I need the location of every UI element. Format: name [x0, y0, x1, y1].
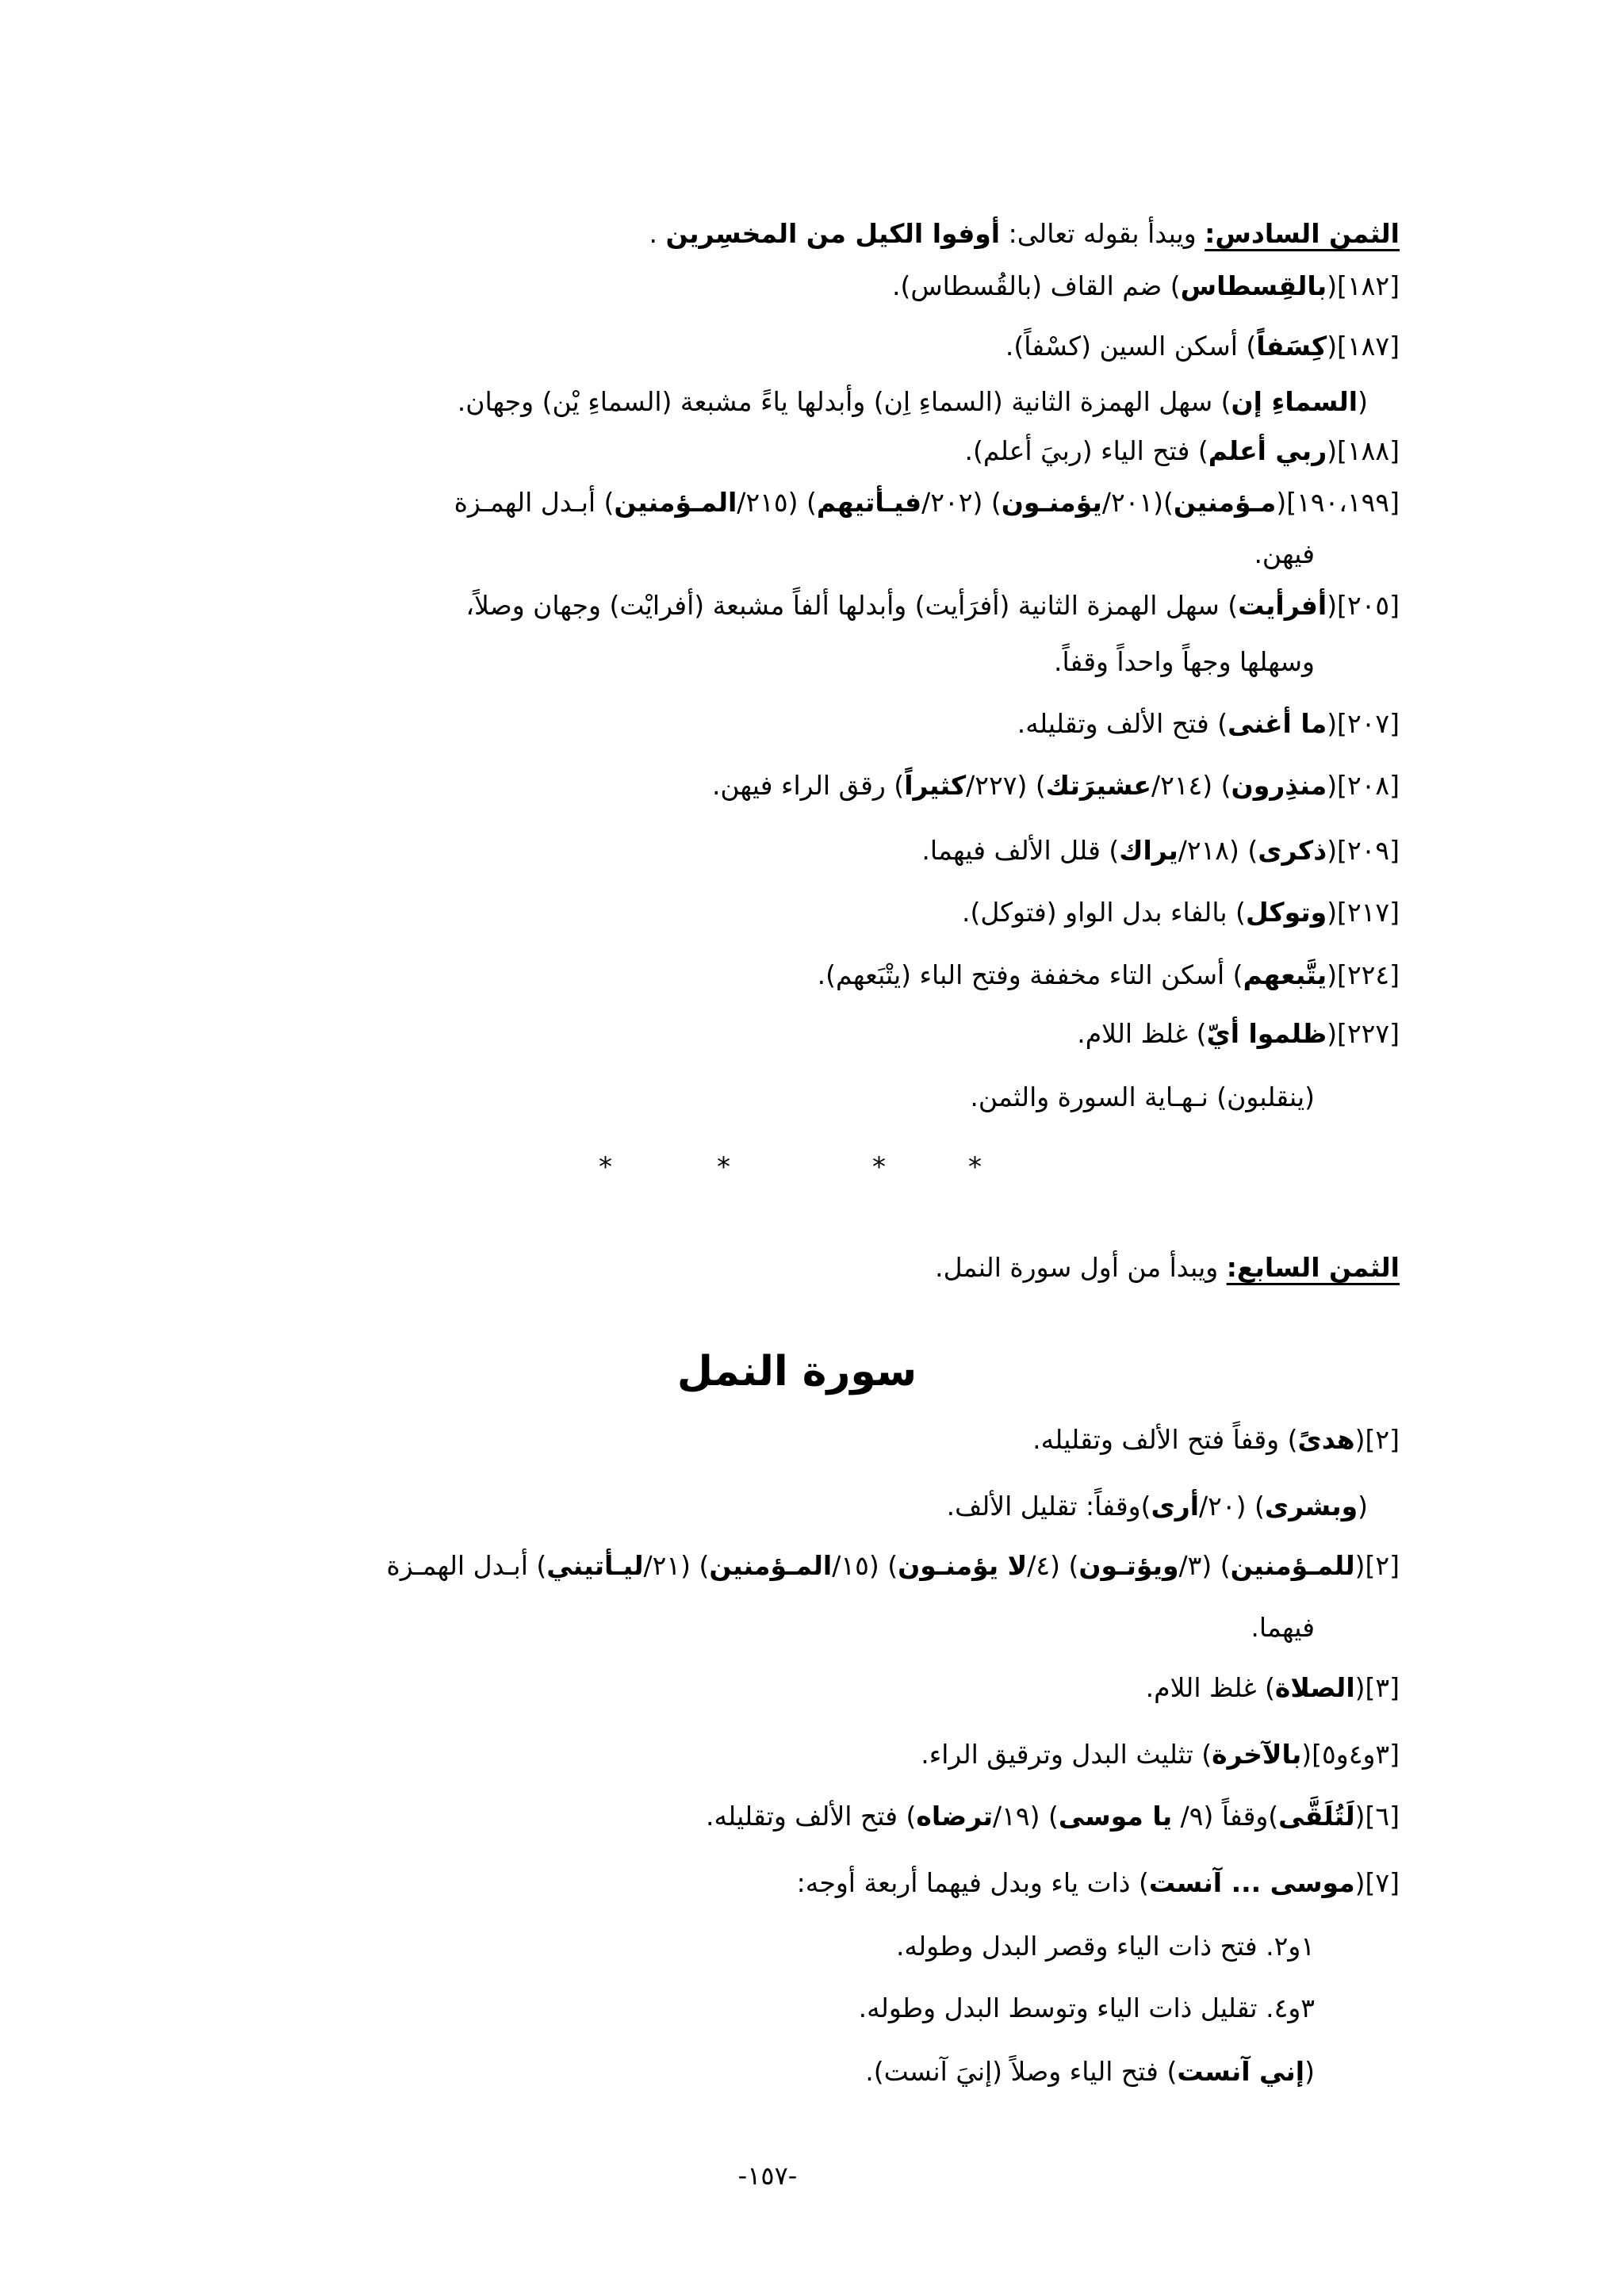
- quran-word-bold: يتَّبعهم: [1243, 959, 1327, 990]
- quran-word-bold: وتوكل: [1245, 897, 1327, 928]
- line-text: ١و٢. فتح ذات الياء وقصر البدل وطوله.: [895, 1931, 1315, 1962]
- quran-word-bold: وبشرى: [1264, 1491, 1358, 1522]
- line-text: ) (٢٠٢/: [921, 487, 1002, 518]
- line-text: ) ذات ياء وبدل فيهما أربعة أوجه:: [796, 1867, 1149, 1898]
- entry-line: [1054, 642, 1315, 682]
- quran-word-bold: عشيرَتك: [1045, 770, 1151, 801]
- entry-line: [454, 483, 1400, 523]
- line-text: ) فتح الألف وتقليله.: [705, 1801, 917, 1832]
- entry-line: [1254, 534, 1315, 574]
- line-text: ) رقق الراء فيهن.: [711, 770, 905, 801]
- entry-line: [386, 1546, 1400, 1586]
- quran-word-bold: ليـأتيني: [546, 1550, 644, 1581]
- line-text: ) (٢١٤/: [1151, 770, 1231, 801]
- line-text: [٢٠٨](: [1327, 770, 1400, 801]
- quran-word-bold: ربي أعلم: [1208, 435, 1327, 466]
- entry-line: [1005, 327, 1400, 366]
- line-text: ) سهل الهمزة الثانية (أفرَأيت) وأبدلها ألفاً مشبعة (أفرايْت) وجهان وصلاً،: [465, 590, 1239, 621]
- line-text: ) أسكن التاء مخففة وفتح الباء (يتْبَعهم).: [817, 959, 1243, 990]
- entry-line: [1146, 1668, 1400, 1708]
- entry-line: [921, 1735, 1400, 1774]
- line-text: (ينقلبون) نـهـاية السورة والثمن.: [970, 1081, 1315, 1112]
- entry-line: [712, 766, 1400, 806]
- line-text: (: [1358, 386, 1368, 417]
- line-text: [٧](: [1354, 1867, 1400, 1898]
- entry-line: [1077, 1014, 1400, 1054]
- line-text: [١٩٠،١٩٩](: [1276, 487, 1400, 518]
- quran-word-bold: يا موسى: [1058, 1801, 1173, 1832]
- line-text: [٢٠٥](: [1327, 590, 1400, 621]
- line-text: ) قلل الألف فيهما.: [921, 835, 1120, 866]
- quran-word-bold: كثيراً: [904, 770, 967, 801]
- line-text: ) (٢١/: [643, 1550, 710, 1581]
- entry-line: [1032, 1420, 1400, 1460]
- entry-line: [1017, 704, 1400, 744]
- quran-word-bold: المـؤمنين: [614, 487, 737, 518]
- line-text: [١٨٢](: [1327, 270, 1400, 301]
- entry-line: [970, 1078, 1315, 1117]
- line-text: ) غلظ اللام.: [1077, 1018, 1207, 1049]
- entry-line: [962, 893, 1400, 932]
- line-text: [٣و٤و٥](: [1301, 1739, 1400, 1770]
- quran-word-bold: كِسَفاً: [1256, 331, 1327, 362]
- quran-word-bold: ترضاه: [916, 1801, 994, 1832]
- quran-word-bold: الثمن السابع:: [1226, 1252, 1400, 1283]
- line-text: ) أبـدل الهمـزة: [386, 1550, 547, 1581]
- surah-heading: سورة النمل: [676, 1348, 917, 1395]
- line-text: ) فتح الياء (ربيَ أعلم).: [964, 435, 1208, 466]
- quran-word-bold: فيـأتيهم: [816, 487, 922, 518]
- line-text: ٣و٤. تقليل ذات الياء وتوسط البدل وطوله.: [858, 1992, 1315, 2023]
- line-text: فيهن.: [1254, 538, 1315, 569]
- entry-line: [859, 1989, 1315, 2028]
- line-text: [٢٢٤](: [1327, 959, 1400, 990]
- line-text: [٢١٧](: [1327, 897, 1400, 928]
- separator-star: *: [872, 1151, 886, 1183]
- line-text: )(٢٠١/: [1101, 487, 1174, 518]
- line-text: (: [1358, 1491, 1368, 1522]
- quran-word-bold: السماءِ إن: [1231, 386, 1358, 417]
- entry-line: [947, 1487, 1368, 1526]
- quran-word-bold: أوفوا الكيل من المخسِرين: [665, 218, 1001, 249]
- quran-word-bold: يؤمنـون: [1001, 487, 1102, 518]
- quran-word-bold: لا يؤمنـون: [898, 1550, 1028, 1581]
- entry-line: [892, 266, 1400, 306]
- line-text: [٢](: [1354, 1424, 1400, 1455]
- line-text: [٢](: [1354, 1550, 1400, 1581]
- line-text: [٦](: [1354, 1801, 1400, 1832]
- line-text: ) (٢١٨/: [1178, 835, 1258, 866]
- entry-line: [896, 1927, 1315, 1966]
- line-text: ويبدأ من أول سورة النمل.: [935, 1252, 1227, 1283]
- line-text: (: [1304, 2056, 1315, 2087]
- line-text: [٢٢٧](: [1327, 1018, 1400, 1049]
- entry-line: [921, 831, 1400, 871]
- quran-word-bold: يراك: [1119, 835, 1178, 866]
- line-text: ) ضم القاف (بالقُسطاس).: [892, 270, 1181, 301]
- separator-star: *: [968, 1151, 982, 1183]
- line-text: )وقفاً: تقليل الألف.: [946, 1491, 1151, 1522]
- quran-word-bold: ذكرى: [1258, 835, 1327, 866]
- line-text: ) فتح الألف وتقليله.: [1017, 708, 1228, 739]
- line-text: ) أسكن السين (كسْفاً).: [1005, 331, 1257, 362]
- line-text: .: [649, 218, 666, 249]
- quran-word-bold: بالقِسطاس: [1180, 270, 1327, 301]
- quran-word-bold: المـؤمنين: [709, 1550, 833, 1581]
- line-text: [٢٠٩](: [1327, 835, 1400, 866]
- separator-star: *: [599, 1151, 612, 1183]
- line-text: ) سهل الهمزة الثانية (السماءِ اِن) وأبدلها ياءً مشبعة (السماءِ يْن) وجهان.: [457, 386, 1231, 417]
- line-text: ) غلظ اللام.: [1145, 1672, 1275, 1703]
- quran-word-bold: موسى ... آنست: [1148, 1867, 1355, 1898]
- quran-word-bold: مـؤمنين: [1173, 487, 1277, 518]
- entry-line: [818, 955, 1400, 995]
- line-text: وسهلها وجهاً واحداً وقفاً.: [1053, 646, 1315, 677]
- entry-line: [964, 431, 1400, 471]
- line-text: [١٨٨](: [1327, 435, 1400, 466]
- quran-word-bold: للمـؤمنين: [1230, 1550, 1355, 1581]
- quran-word-bold: بالآخرة: [1212, 1739, 1302, 1770]
- line-text: ) تثليث البدل وترقيق الراء.: [921, 1739, 1212, 1770]
- quran-word-bold: أفرأيت: [1238, 590, 1327, 621]
- line-text: ) بالفاء بدل الواو (فتوكل).: [961, 897, 1246, 928]
- quran-word-bold: هدىً: [1297, 1424, 1355, 1455]
- line-text: ) (١٥/: [832, 1550, 898, 1581]
- entry-line: [797, 1863, 1400, 1903]
- section-heading-seventh-eighth: [935, 1248, 1400, 1288]
- quran-word-bold: إني آنست: [1177, 2056, 1305, 2087]
- quran-word-bold: أرى: [1151, 1491, 1200, 1522]
- entry-line: [706, 1797, 1400, 1836]
- entry-line: [865, 2052, 1315, 2092]
- separator-star: *: [717, 1151, 730, 1183]
- quran-word-bold: لَتُلَقَّى: [1278, 1801, 1355, 1832]
- line-text: ) (٤/: [1027, 1550, 1079, 1581]
- quran-word-bold: الصلاة: [1274, 1672, 1355, 1703]
- line-text: ) (٣/: [1178, 1550, 1231, 1581]
- quran-word-bold: ما أغنى: [1228, 708, 1327, 739]
- quran-word-bold: ويؤتـون: [1078, 1550, 1179, 1581]
- line-text: ) (٢٢٧/: [966, 770, 1046, 801]
- line-text: ) (٢١٥/: [737, 487, 817, 518]
- line-text: ويبدأ بقوله تعالى:: [1000, 218, 1205, 249]
- section-heading-sixth-eighth: [649, 214, 1400, 254]
- quran-word-bold: منذِرون: [1231, 770, 1327, 801]
- line-text: [٢٠٧](: [1327, 708, 1400, 739]
- line-text: [٣](: [1354, 1672, 1400, 1703]
- quran-word-bold: الثمن السادس:: [1205, 218, 1400, 249]
- line-text: ) فتح الياء وصلاً (إنيَ آنست).: [865, 2056, 1178, 2087]
- entry-line: [1251, 1608, 1315, 1648]
- line-text: ) وقفاً فتح الألف وتقليله.: [1032, 1424, 1298, 1455]
- page-number: -١٥٧-: [737, 2161, 798, 2191]
- line-text: [١٨٧](: [1327, 331, 1400, 362]
- line-text: )وقفاً (٩/: [1172, 1801, 1279, 1832]
- line-text: ) (١٩/: [993, 1801, 1059, 1832]
- entry-line: [465, 586, 1400, 626]
- line-text: ) أبـدل الهمـزة: [454, 487, 615, 518]
- line-text: ) (٢٠/: [1199, 1491, 1265, 1522]
- quran-word-bold: ظلموا أيّ: [1206, 1018, 1327, 1049]
- line-text: فيهما.: [1251, 1612, 1315, 1643]
- entry-line: [458, 382, 1368, 422]
